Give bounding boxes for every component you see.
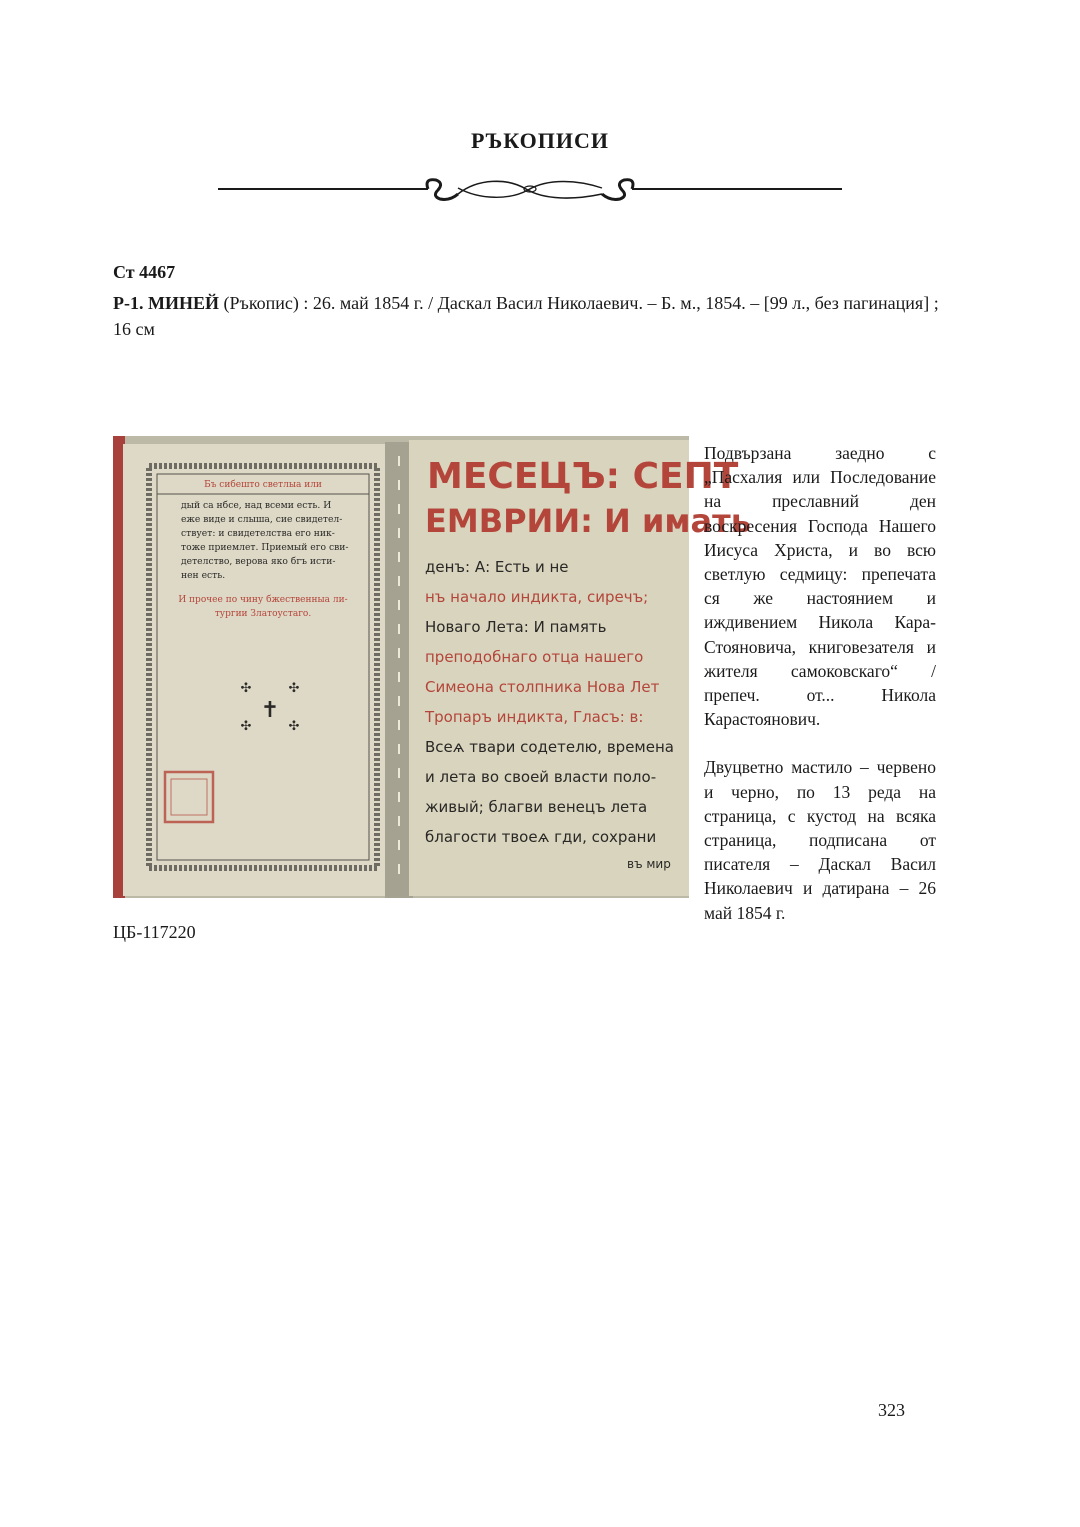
right-line: благости твоеѧ гди, сохрани [425, 828, 657, 846]
right-line: Симеона столпника Нова Лет [425, 678, 660, 696]
right-line: Тропаръ индикта, Гласъ: в: [425, 708, 644, 726]
right-line: въ мир [627, 857, 671, 871]
svg-text:✣: ✣ [240, 718, 252, 733]
right-line: Всеѧ твари содетелю, времена [425, 738, 674, 756]
entry-description [113, 290, 943, 342]
left-line: еже виде и слыша, сие свидетел- [181, 514, 343, 525]
right-line: нъ начало индикта, сиречъ; [425, 588, 649, 606]
right-line: живый; благви венецъ лета [425, 798, 648, 816]
right-line: ЕМВРИИ: И имать [425, 502, 751, 540]
entry-id: Ст 4467 [113, 262, 176, 282]
ornament-divider [218, 174, 842, 206]
left-page [123, 444, 401, 896]
svg-text:✣: ✣ [288, 680, 300, 695]
left-header: Бъ сибешто светлыа или [204, 480, 322, 490]
binding-notes [704, 441, 936, 949]
left-line: дый са нбсе, над всеми есть. И [181, 500, 332, 511]
binding-note: Подвързана заедно с „Пасхалия или Последование на преславний ден воскресения Господа Нашего Иисуса Христа, и во всю светлую седмицу: препечата ся же настоянием и иждивением Никола Кара-Стояновича, книговезателя и жителя самоковскаго“ / препеч. от... Никола Карастоянович. [704, 443, 936, 730]
left-red-line: тургии Златоустаго. [214, 609, 312, 619]
right-line: денъ: А: Есть и не [425, 558, 569, 576]
left-line: ствует: и свидетелства его ник- [181, 528, 335, 539]
svg-text:✣: ✣ [288, 718, 300, 733]
left-red-line: И прочее по чину бжественныа ли- [178, 595, 348, 605]
svg-text:✣: ✣ [240, 680, 252, 695]
right-line: МЕСЕЦЪ: СЕПТ [427, 456, 739, 497]
left-line: тоже приемлет. Приемый его сви- [181, 542, 349, 553]
left-line: нен есть. [181, 570, 226, 581]
left-line: детелство, верова яко бгъ исти- [181, 556, 336, 567]
photo-caption: ЦБ-117220 [113, 922, 196, 942]
section-title: РЪКОПИСИ [470, 128, 609, 153]
entry-rest: (Ръкопис) : 26. май 1854 г. / Даскал Васил Николаевич. – Б. м., 1854. – [99 л., без пагинация] ; 16 см [113, 293, 939, 339]
manuscript-photo [113, 436, 751, 898]
svg-text:✝: ✝ [260, 697, 280, 722]
right-line: и лета во своей власти поло- [425, 768, 657, 786]
ink-note: Двуцветно мастило – червено и черно, по 13 реда на страница, с кустод на всяка страница, подписана от писателя – Даскал Васил Николаевич и датирана – 26 май 1854 г. [704, 757, 936, 923]
page-number: 323 [878, 1400, 905, 1420]
right-line: преподобнаго отца нашего [425, 648, 644, 666]
entry-code: Р-1. МИНЕЙ [113, 293, 219, 313]
right-line: Новаго Лета: И память [425, 618, 607, 636]
